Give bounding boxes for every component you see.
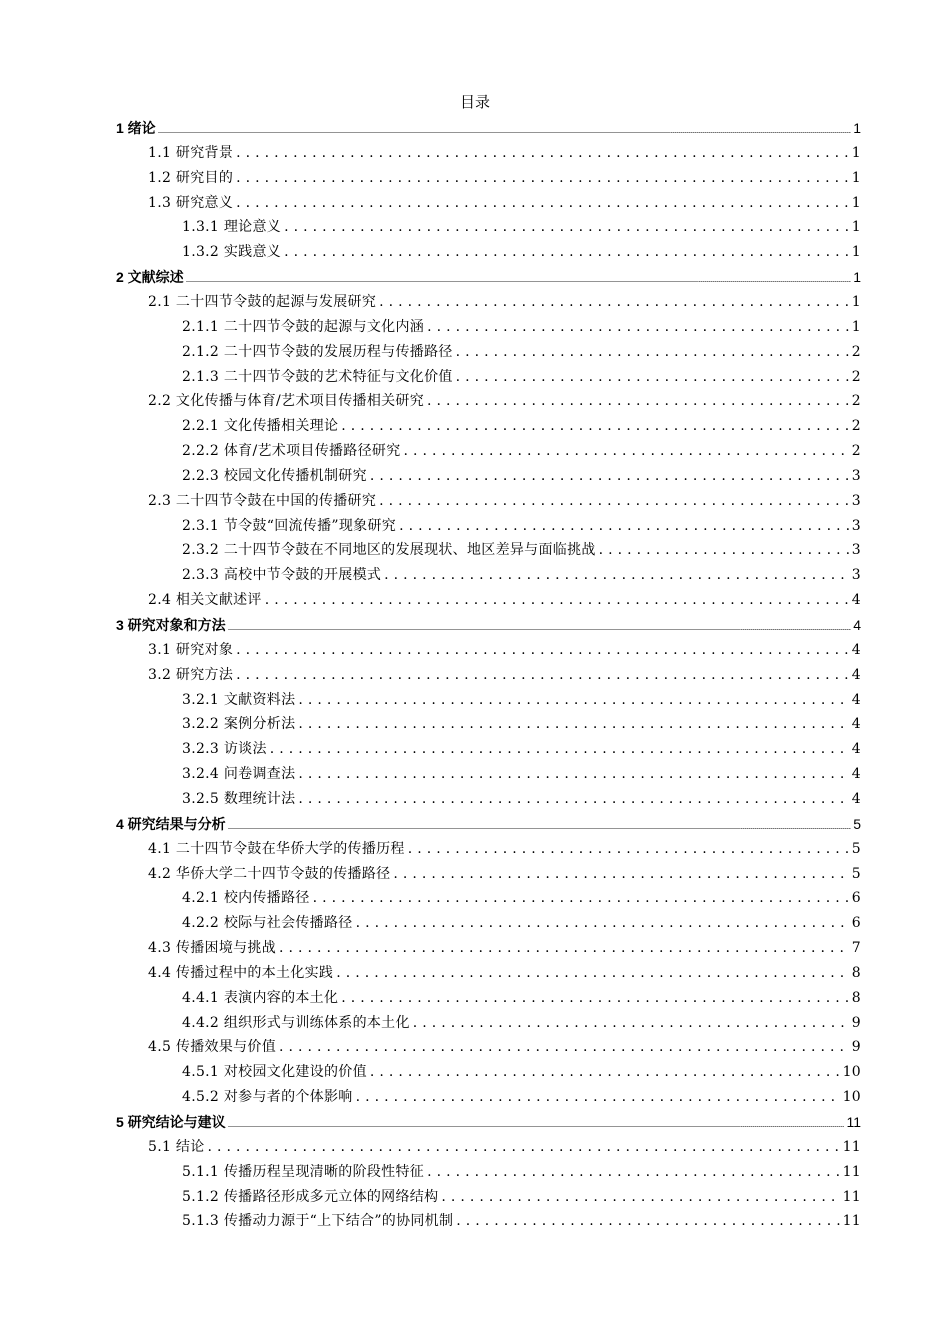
toc-dot-leader [270, 738, 849, 760]
toc-page-number: 3 [851, 517, 861, 534]
toc-dot-leader [393, 863, 848, 885]
toc-dot-leader [208, 1136, 840, 1158]
toc-title: 目录 [459, 93, 490, 111]
toc-entry-title: 2.1 二十四节令鼓的起源与发展研究 [148, 293, 377, 310]
toc-page-number: 3 [851, 542, 861, 559]
toc-entry-title: 4.5 传播效果与价值 [148, 1039, 277, 1056]
toc-entry-title: 2.3.2 二十四节令鼓在不同地区的发展现状、地区差异与面临挑战 [182, 542, 596, 559]
toc-entry-title: 3.2.1 文献资料法 [182, 691, 296, 708]
toc-page-number: 5 [851, 840, 861, 857]
toc-entry-title: 4.2.2 校际与社会传播路径 [182, 915, 353, 932]
toc-page-number: 1 [851, 293, 861, 310]
toc-dot-leader [370, 1061, 840, 1083]
toc-page-number: 4 [851, 766, 861, 783]
toc-page-number: 1 [851, 144, 861, 161]
toc-dot-leader [186, 266, 852, 290]
toc-page-number: 3 [851, 492, 861, 509]
toc-entry[interactable] [182, 341, 861, 363]
toc-entry-title: 5 研究结论与建议 [116, 1114, 226, 1130]
toc-page-number: 5 [851, 865, 861, 882]
toc-entry[interactable] [182, 1210, 861, 1232]
toc-entry-title: 4.3 传播困境与挑战 [148, 940, 277, 957]
toc-dot-leader [413, 1012, 849, 1034]
toc-entry[interactable] [148, 1036, 861, 1058]
toc-dot-leader [298, 689, 848, 711]
toc-dot-leader [384, 564, 849, 586]
toc-page-number: 4 [851, 691, 861, 708]
toc-page-number: 1 [853, 269, 861, 286]
toc-entry[interactable] [182, 788, 861, 810]
toc-page-number: 7 [851, 940, 861, 957]
toc-dot-leader [279, 1036, 849, 1058]
toc-dot-leader [404, 440, 849, 462]
toc-dot-leader [228, 1111, 845, 1135]
toc-entry-title: 4.5.1 对校园文化建设的价值 [182, 1064, 367, 1081]
toc-page-number: 2 [851, 443, 861, 460]
toc-dot-leader [228, 614, 852, 638]
toc-page-number: 2 [851, 343, 861, 360]
toc-entry[interactable] [148, 937, 861, 959]
toc-page-number: 9 [851, 1039, 861, 1056]
toc-page-number: 4 [851, 666, 861, 683]
toc-entry[interactable] [182, 738, 861, 760]
toc-dot-leader [298, 713, 848, 735]
toc-dot-leader [356, 1086, 840, 1108]
toc-page-number: 1 [851, 169, 861, 186]
toc-page-number: 4 [851, 716, 861, 733]
toc-entry[interactable] [148, 490, 861, 512]
toc-dot-leader [313, 887, 849, 909]
toc-page-number: 11 [842, 1188, 861, 1205]
toc-dot-leader [236, 167, 849, 189]
toc-page-number: 3 [851, 567, 861, 584]
toc-entry-title: 4.4.2 组织形式与训练体系的本土化 [182, 1014, 410, 1031]
toc-entry-title: 4.2 华侨大学二十四节令鼓的传播路径 [148, 865, 391, 882]
toc-entry[interactable] [182, 912, 861, 934]
toc-dot-leader [356, 912, 849, 934]
toc-entry[interactable] [182, 515, 861, 537]
toc-entry[interactable] [148, 291, 861, 313]
toc-entry-title: 2 文献综述 [116, 269, 184, 286]
toc-page-number: 11 [842, 1213, 861, 1230]
toc-entry-title: 1 绪论 [116, 120, 156, 136]
toc-dot-leader [158, 117, 852, 141]
toc-page-number: 8 [851, 989, 861, 1006]
toc-entry[interactable] [182, 1061, 861, 1083]
toc-dot-leader [336, 962, 849, 984]
toc-page-number: 4 [851, 641, 861, 658]
toc-page-number: 1 [851, 219, 861, 236]
toc-entry[interactable] [182, 763, 861, 785]
toc-entry-title: 4.4.1 表演内容的本土化 [182, 989, 339, 1006]
toc-entry-title: 3.1 研究对象 [148, 641, 234, 658]
toc-entry-title: 2.2.1 文化传播相关理论 [182, 418, 339, 435]
toc-entry[interactable] [148, 838, 861, 860]
toc-dot-leader [456, 1210, 839, 1232]
toc-entry-title: 4.5.2 对参与者的个体影响 [182, 1089, 353, 1106]
toc-page-number: 2 [851, 393, 861, 410]
toc-page-number: 1 [851, 318, 861, 335]
toc-page-number: 10 [842, 1089, 861, 1106]
toc-entry-title: 1.1 研究背景 [148, 144, 234, 161]
toc-page-number: 11 [842, 1163, 861, 1180]
toc-page-number: 6 [851, 915, 861, 932]
toc-dot-leader [399, 515, 849, 537]
toc-dot-leader [236, 192, 849, 214]
toc-entry-title: 4.1 二十四节令鼓在华侨大学的传播历程 [148, 840, 405, 857]
toc-entry-title: 2.3.1 节令鼓“回流传播”现象研究 [182, 517, 397, 534]
toc-dot-leader [284, 216, 849, 238]
toc-entry[interactable] [182, 887, 861, 909]
toc-dot-leader [298, 788, 848, 810]
toc-dot-leader [456, 366, 849, 388]
toc-entry-title: 1.3.2 实践意义 [182, 244, 282, 261]
toc-entry-title: 2.1.1 二十四节令鼓的起源与文化内涵 [182, 318, 425, 335]
toc-entry[interactable] [116, 266, 861, 288]
toc-entry-title: 2.1.2 二十四节令鼓的发展历程与传播路径 [182, 343, 453, 360]
toc-dot-leader [265, 589, 849, 611]
toc-dot-leader [379, 291, 849, 313]
toc-entry[interactable] [182, 689, 861, 711]
toc-page-number: 2 [851, 418, 861, 435]
toc-entry[interactable] [182, 316, 861, 338]
toc-dot-leader [236, 639, 849, 661]
toc-dot-leader [427, 390, 849, 412]
toc-dot-leader [298, 763, 848, 785]
toc-entry[interactable] [182, 465, 861, 487]
toc-entry[interactable] [148, 1136, 861, 1158]
toc-dot-leader [284, 241, 849, 263]
toc-dot-leader [341, 415, 849, 437]
toc-entry-title: 2.3.3 高校中节令鼓的开展模式 [182, 567, 382, 584]
toc-page-number: 2 [851, 368, 861, 385]
toc-entry[interactable] [182, 1012, 861, 1034]
toc-entry[interactable] [182, 987, 861, 1009]
toc-entry[interactable] [116, 813, 861, 835]
toc-dot-leader [228, 813, 852, 837]
toc-page-number: 3 [851, 467, 861, 484]
toc-page-number: 6 [851, 890, 861, 907]
toc-page-number: 1 [853, 120, 861, 136]
toc-entry[interactable] [116, 1111, 861, 1133]
toc-page-number: 4 [851, 592, 861, 609]
toc-dot-leader [341, 987, 849, 1009]
toc-entry-title: 3.2.4 问卷调查法 [182, 766, 296, 783]
toc-entry-title: 1.3.1 理论意义 [182, 219, 282, 236]
toc-entry-title: 4 研究结果与分析 [116, 815, 226, 832]
toc-entry-title: 5.1 结论 [148, 1138, 205, 1155]
toc-entry-title: 3 研究对象和方法 [116, 617, 226, 633]
toc-page-number: 8 [851, 964, 861, 981]
toc-entry-title: 1.2 研究目的 [148, 169, 234, 186]
toc-dot-leader [427, 316, 849, 338]
toc-entry[interactable] [182, 415, 861, 437]
toc-page-number: 10 [842, 1064, 861, 1081]
toc-page-number: 1 [851, 194, 861, 211]
toc-dot-leader [370, 465, 849, 487]
toc-entry[interactable] [182, 539, 861, 561]
toc-entry[interactable] [148, 962, 861, 984]
toc-dot-leader [279, 937, 849, 959]
toc-entry-title: 3.2.5 数理统计法 [182, 790, 296, 807]
toc-page-number: 9 [851, 1014, 861, 1031]
toc-dot-leader [599, 539, 849, 561]
toc-entry[interactable] [148, 192, 861, 214]
toc-entry[interactable] [182, 1161, 861, 1183]
toc-entry-title: 2.1.3 二十四节令鼓的艺术特征与文化价值 [182, 368, 453, 385]
toc-entry-title: 2.2.2 体育/艺术项目传播路径研究 [182, 443, 401, 460]
toc-entry[interactable] [116, 117, 861, 139]
toc-page-number: 4 [851, 790, 861, 807]
toc-entry-title: 3.2.3 访谈法 [182, 741, 267, 758]
toc-entry[interactable] [182, 713, 861, 735]
toc-entry-title: 3.2 研究方法 [148, 666, 234, 683]
toc-entry-title: 1.3 研究意义 [148, 194, 234, 211]
toc-dot-leader [456, 341, 849, 363]
toc-entry-title: 2.4 相关文献述评 [148, 592, 262, 609]
toc-entry[interactable] [148, 639, 861, 661]
toc-dot-leader [236, 664, 849, 686]
toc-page-number: 11 [842, 1138, 861, 1155]
toc-entry-title: 5.1.3 传播动力源于“上下结合”的协同机制 [182, 1213, 454, 1230]
toc-entry-title: 4.2.1 校内传播路径 [182, 890, 310, 907]
toc-entry[interactable] [148, 390, 861, 412]
toc-entry[interactable] [182, 366, 861, 388]
toc-page-number: 1 [851, 244, 861, 261]
toc-entry[interactable] [182, 440, 861, 462]
toc-entry[interactable] [148, 167, 861, 189]
toc-entry-title: 5.1.2 传播路径形成多元立体的网络结构 [182, 1188, 439, 1205]
toc-dot-leader [441, 1186, 839, 1208]
toc-entry[interactable] [182, 216, 861, 238]
toc-dot-leader [408, 838, 849, 860]
toc-entry[interactable] [116, 614, 861, 636]
toc-entry[interactable] [148, 863, 861, 885]
toc-entry[interactable] [182, 241, 861, 263]
toc-entry[interactable] [148, 142, 861, 164]
toc-page-number: 4 [851, 741, 861, 758]
toc-entry[interactable] [182, 1086, 861, 1108]
toc-entry-title: 5.1.1 传播历程呈现清晰的阶段性特征 [182, 1163, 425, 1180]
toc-entry-title: 2.2.3 校园文化传播机制研究 [182, 467, 367, 484]
toc-page-number: 5 [853, 815, 861, 832]
toc-entry-title: 3.2.2 案例分析法 [182, 716, 296, 733]
toc-page-number: 4 [853, 617, 861, 633]
toc-entry[interactable] [148, 664, 861, 686]
toc-entry-title: 2.3 二十四节令鼓在中国的传播研究 [148, 492, 377, 509]
toc-entry[interactable] [182, 564, 861, 586]
toc-dot-leader [427, 1161, 840, 1183]
toc-entry[interactable] [182, 1186, 861, 1208]
toc-dot-leader [379, 490, 849, 512]
toc-entry[interactable] [148, 589, 861, 611]
toc-dot-leader [236, 142, 849, 164]
toc-entry-title: 2.2 文化传播与体育/艺术项目传播相关研究 [148, 393, 425, 410]
toc-page-number: 11 [846, 1114, 861, 1130]
toc-entry-title: 4.4 传播过程中的本土化实践 [148, 964, 334, 981]
